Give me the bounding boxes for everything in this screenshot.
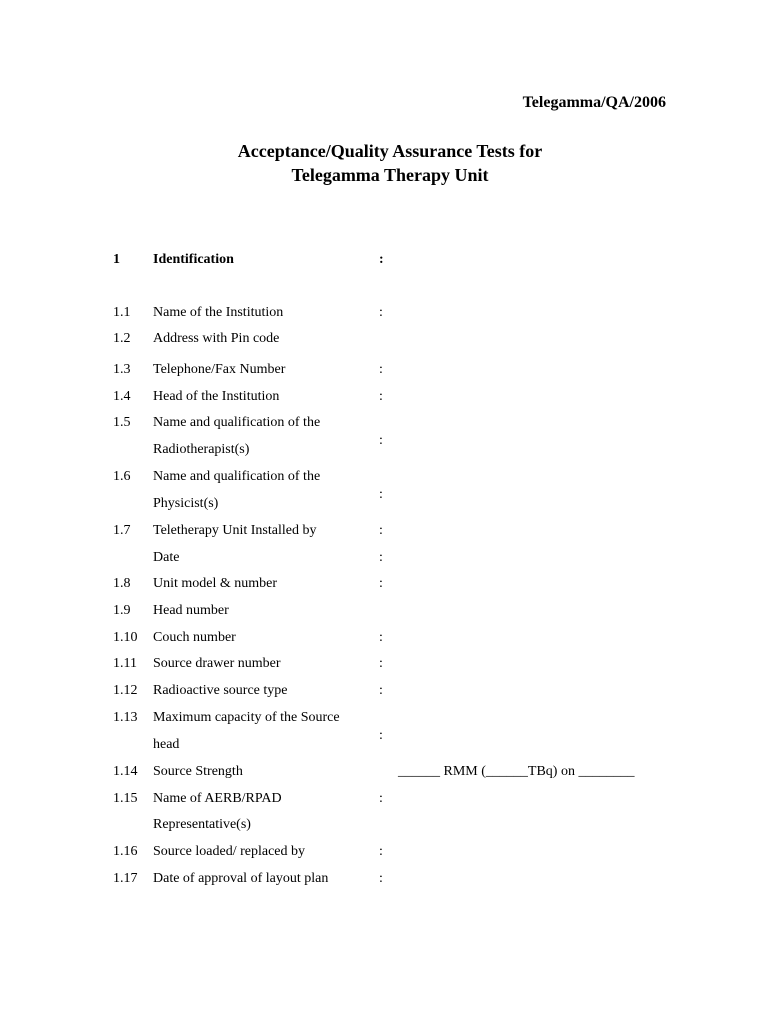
field-label: Name of AERB/RPAD [153, 791, 282, 806]
field-number: 1.17 [113, 871, 138, 886]
field-number: 1.4 [113, 389, 131, 404]
field-number: 1.9 [113, 603, 131, 618]
field-number: 1.14 [113, 764, 138, 779]
field-row-continuation [0, 441, 768, 459]
field-label: Radioactive source type [153, 683, 288, 698]
field-number: 1.15 [113, 791, 138, 806]
field-row [0, 843, 768, 861]
field-colon: : [379, 523, 383, 538]
field-label: Date [153, 550, 180, 565]
field-number: 1.12 [113, 683, 138, 698]
field-label: Teletherapy Unit Installed by [153, 523, 317, 538]
field-row [0, 709, 768, 727]
field-colon: : [379, 630, 383, 645]
field-row [0, 655, 768, 673]
field-label: Couch number [153, 630, 236, 645]
field-row [0, 763, 768, 781]
field-label: Date of approval of layout plan [153, 871, 329, 886]
field-number: 1.11 [113, 656, 137, 671]
field-colon: : [379, 656, 383, 671]
field-row [0, 388, 768, 406]
field-colon: : [379, 305, 383, 320]
field-number: 1.13 [113, 710, 138, 725]
field-row [0, 575, 768, 593]
field-row [0, 414, 768, 432]
field-row [0, 304, 768, 322]
title-line-1: Acceptance/Quality Assurance Tests for [237, 141, 543, 161]
field-row [0, 602, 768, 620]
field-row [0, 629, 768, 647]
field-number: 1.2 [113, 331, 131, 346]
section-colon: : [379, 252, 384, 267]
field-row [0, 361, 768, 379]
section-identification [0, 251, 768, 269]
field-label-continuation: Physicist(s) [153, 496, 219, 511]
field-number: 1.3 [113, 362, 131, 377]
field-number: 1.7 [113, 523, 131, 538]
field-label: Name and qualification of the [153, 415, 321, 430]
source-strength-blank: ______ RMM (______TBq) on ________ [398, 764, 635, 779]
field-row [0, 522, 768, 540]
document-title [0, 139, 768, 187]
field-colon: : [379, 433, 383, 448]
field-label: Head of the Institution [153, 389, 280, 404]
field-colon: : [379, 487, 383, 502]
field-label: Source drawer number [153, 656, 281, 671]
field-number: 1.5 [113, 415, 131, 430]
field-colon: : [379, 576, 383, 591]
field-colon: : [379, 871, 383, 886]
field-label-continuation: Representative(s) [153, 817, 251, 832]
field-colon: : [379, 791, 383, 806]
document-code: Telegamma/QA/2006 [522, 94, 666, 111]
field-row [0, 549, 768, 567]
field-label: Telephone/Fax Number [153, 362, 286, 377]
field-colon: : [379, 389, 383, 404]
field-row [0, 790, 768, 808]
field-number: 1.16 [113, 844, 138, 859]
field-label: Unit model & number [153, 576, 278, 591]
field-label: Name and qualification of the [153, 469, 321, 484]
field-label: Source Strength [153, 764, 243, 779]
field-colon: : [379, 728, 383, 743]
field-row-continuation [0, 736, 768, 754]
field-label-continuation: Radiotherapist(s) [153, 442, 250, 457]
field-number: 1.10 [113, 630, 138, 645]
section-number: 1 [113, 252, 120, 267]
field-colon: : [379, 844, 383, 859]
field-colon: : [379, 362, 383, 377]
field-label: Maximum capacity of the Source [153, 710, 340, 725]
field-label: Head number [153, 603, 229, 618]
field-colon: : [379, 550, 383, 565]
title-line-2: Telegamma Therapy Unit [291, 165, 489, 185]
field-row [0, 870, 768, 888]
section-label: Identification [153, 252, 234, 267]
field-colon: : [379, 683, 383, 698]
field-row-continuation [0, 495, 768, 513]
field-number: 1.8 [113, 576, 131, 591]
field-label: Name of the Institution [153, 305, 284, 320]
field-number: 1.1 [113, 305, 131, 320]
field-label: Source loaded/ replaced by [153, 844, 305, 859]
field-row [0, 330, 768, 348]
field-row [0, 468, 768, 486]
field-row [0, 682, 768, 700]
field-number: 1.6 [113, 469, 131, 484]
field-row-continuation [0, 816, 768, 834]
field-label: Address with Pin code [153, 331, 280, 346]
field-label-continuation: head [153, 737, 180, 752]
